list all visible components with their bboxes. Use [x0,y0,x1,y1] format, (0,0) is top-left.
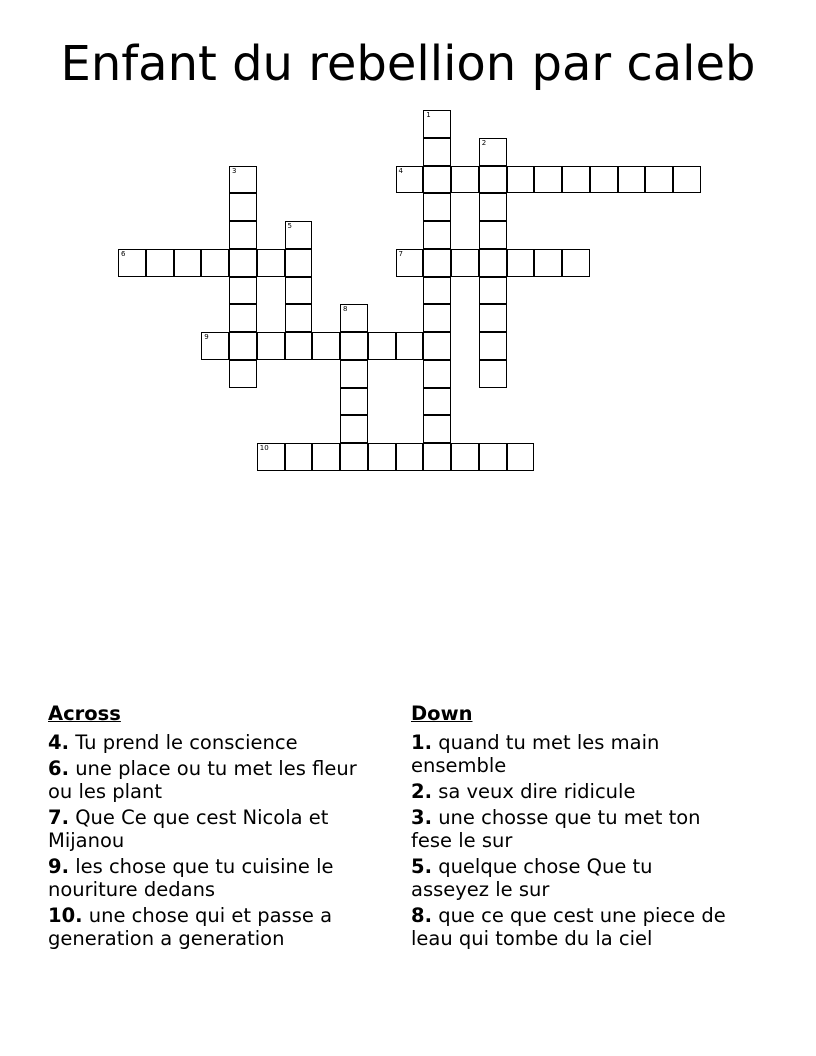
across-heading: Across [48,702,121,725]
clue-across-7: 7. Que Ce que cest Nicola et Mijanou [48,806,329,852]
grid-cell[interactable] [229,277,257,305]
grid-cell[interactable] [479,221,507,249]
grid-cell[interactable] [340,415,368,443]
grid-cell[interactable] [146,249,174,277]
grid-cell[interactable] [340,304,368,332]
cell-number: 5 [287,222,292,230]
grid-cell[interactable] [285,304,313,332]
grid-cell[interactable] [257,443,285,471]
cell-number: 3 [232,166,237,175]
grid-cell[interactable] [174,249,202,277]
grid-cell[interactable] [423,110,451,138]
grid-cell[interactable] [479,166,507,194]
grid-cell[interactable] [423,443,451,471]
grid-cell[interactable] [285,249,313,277]
grid-cell[interactable] [479,193,507,221]
grid-cell[interactable] [423,249,451,277]
grid-cell[interactable] [451,166,479,194]
grid-cell[interactable] [201,249,229,277]
grid-cell[interactable] [673,166,701,194]
clue-down-3: 3. une chosse que tu met ton fese le sur [411,806,701,852]
grid-cell[interactable] [423,388,451,416]
grid-cell[interactable] [423,277,451,305]
grid-cell[interactable] [479,304,507,332]
grid-cell[interactable] [368,443,396,471]
cell-number: 2 [481,138,487,147]
grid-cell[interactable] [562,166,590,194]
grid-cell[interactable] [423,360,451,388]
grid-cell[interactable] [423,332,451,360]
grid-cell[interactable] [423,138,451,166]
grid-cell[interactable] [423,415,451,443]
grid-cell[interactable] [285,443,313,471]
grid-cell[interactable] [423,304,451,332]
clue-across-10: 10. une chose qui et passe a generation a generation [48,904,333,950]
grid-cell[interactable] [340,360,368,388]
grid-cell[interactable] [562,249,590,277]
grid-cell[interactable] [479,138,507,166]
grid-cell[interactable] [451,249,479,277]
grid-cell[interactable] [479,332,507,360]
grid-cell[interactable] [229,193,257,221]
grid-cell[interactable] [229,332,257,360]
grid-cell[interactable] [423,221,451,249]
grid-cell[interactable] [479,443,507,471]
grid-cell[interactable] [507,443,535,471]
down-heading: Down [411,702,473,725]
grid-cell[interactable] [396,166,424,194]
cell-number: 9 [204,333,209,341]
grid-cell[interactable] [229,360,257,388]
grid-cell[interactable] [479,360,507,388]
across-clues [48,702,368,953]
page-title: Enfant du rebellion par caleb [60,36,756,92]
clue-down-1: 1. quand tu met les main ensemble [411,731,660,777]
grid-cell[interactable] [534,249,562,277]
grid-cell[interactable] [479,277,507,305]
grid-cell[interactable] [285,332,313,360]
grid-cell[interactable] [118,249,146,277]
grid-cell[interactable] [507,249,535,277]
clue-down-5: 5. quelque chose Que tu asseyez le sur [411,855,653,901]
grid-cell[interactable] [507,166,535,194]
grid-cell[interactable] [645,166,673,194]
clue-down-8: 8. que ce que cest une piece de leau qui tombe du la ciel [411,904,726,950]
grid-cell[interactable] [312,332,340,360]
grid-cell[interactable] [229,221,257,249]
grid-cell[interactable] [229,166,257,194]
grid-cell[interactable] [423,166,451,194]
grid-cell[interactable] [257,332,285,360]
grid-cell[interactable] [396,249,424,277]
clue-across-9: 9. les chose que tu cuisine le nouriture dedans [48,855,334,901]
grid-cell[interactable] [340,443,368,471]
cell-number: 7 [398,249,403,258]
grid-cell[interactable] [340,332,368,360]
down-clues [411,702,731,953]
grid-cell[interactable] [201,332,229,360]
grid-cell[interactable] [479,249,507,277]
clue-down-2: 2. sa veux dire ridicule [411,780,636,803]
grid-cell[interactable] [257,249,285,277]
clue-across-4: 4. Tu prend le conscience [48,731,298,754]
grid-cell[interactable] [423,193,451,221]
clue-across-6: 6. une place ou tu met les fleur ou les plant [48,757,357,803]
cell-number: 4 [398,166,403,175]
grid-cell[interactable] [229,304,257,332]
grid-cell[interactable] [285,277,313,305]
cell-number: 6 [121,249,126,258]
grid-cell[interactable] [396,443,424,471]
grid-cell[interactable] [396,332,424,360]
grid-cell[interactable] [340,388,368,416]
grid-cell[interactable] [312,443,340,471]
grid-cell[interactable] [590,166,618,194]
crossword-grid [0,0,816,500]
grid-cell[interactable] [451,443,479,471]
grid-cell[interactable] [285,221,313,249]
cell-number: 8 [343,305,348,314]
grid-cell[interactable] [618,166,646,194]
cell-number: 1 [426,111,431,119]
grid-cell[interactable] [368,332,396,360]
cell-number: 10 [259,444,269,452]
grid-cell[interactable] [229,249,257,277]
grid-cell[interactable] [534,166,562,194]
